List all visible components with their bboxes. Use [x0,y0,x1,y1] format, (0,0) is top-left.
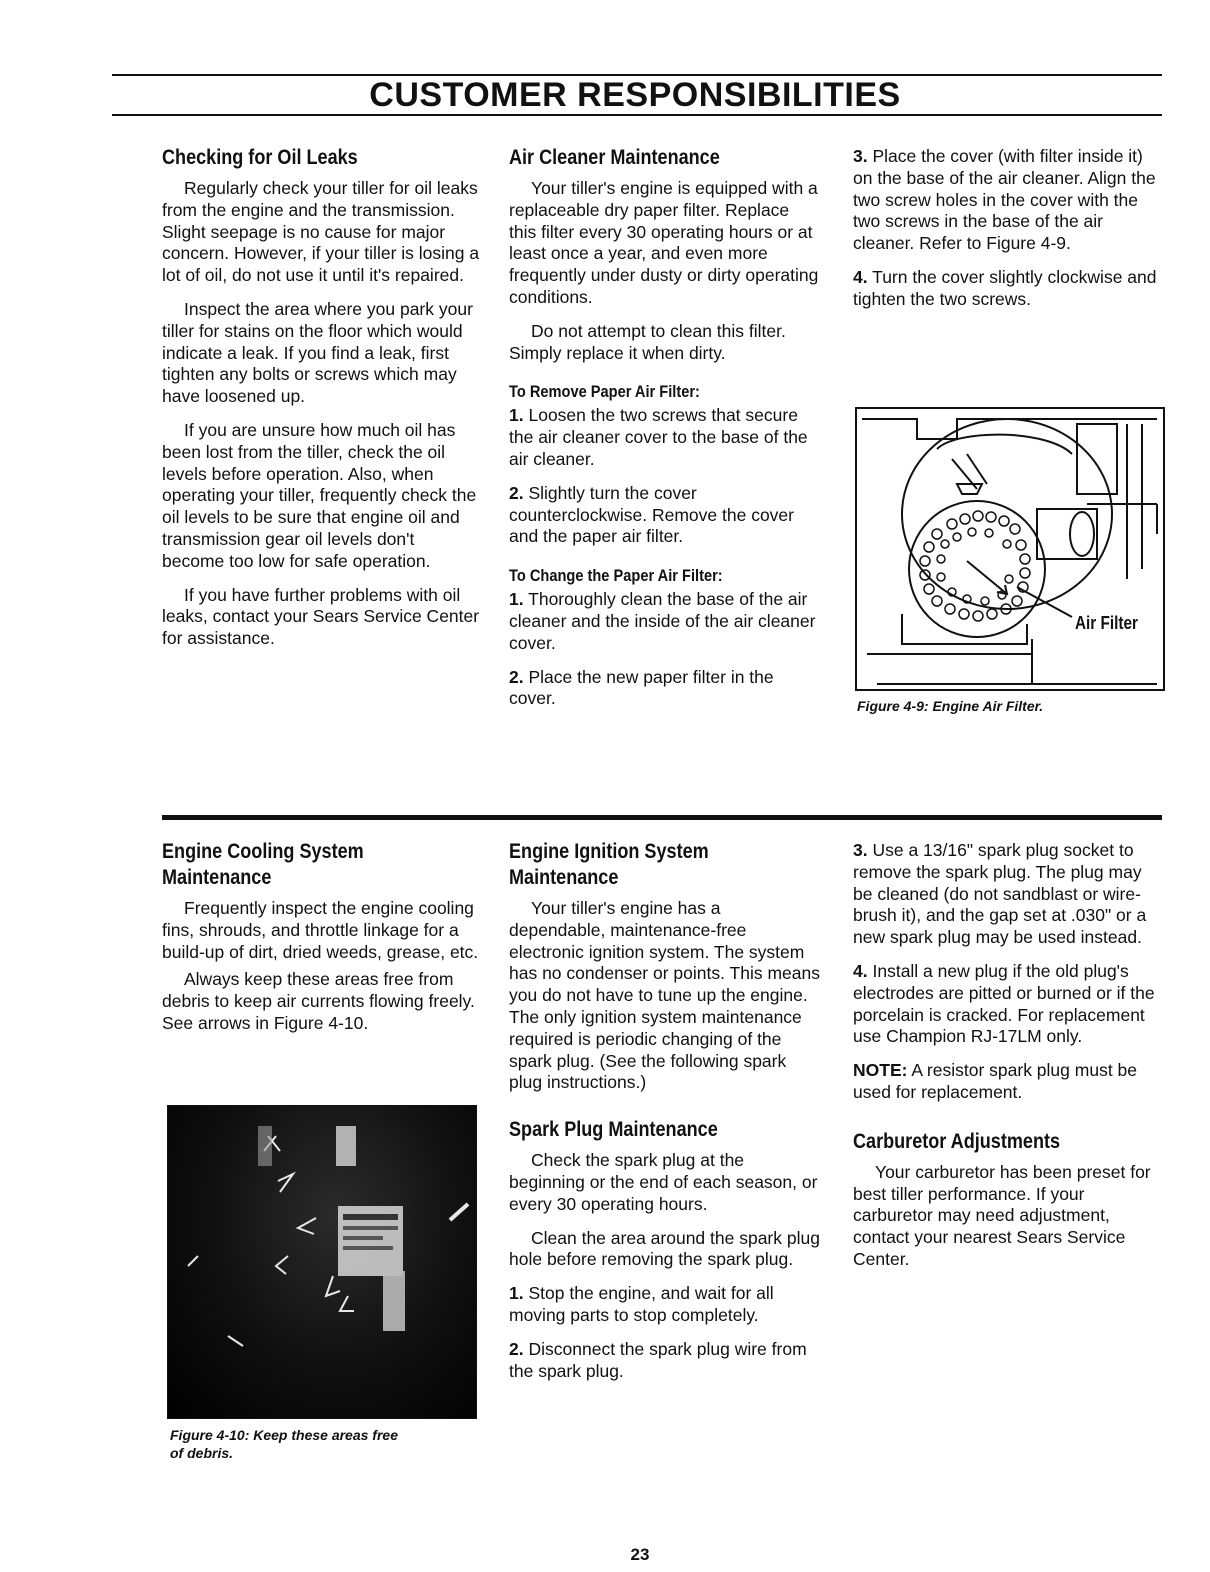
spark-plug-step: 4. Install a new plug if the old plug's electrodes are pitted or burned or if the porcelain is cracked. For replacement use Champion RJ-17LM only. [853,960,1155,1047]
change-step: 4. Turn the cover slightly clockwise and tighten the two screws. [853,266,1157,309]
change-step: 2. Place the new paper filter in the cover. [509,666,774,709]
cooling-heading-line2: Maintenance [162,866,272,889]
figure-4-10-caption-wrap [170,1426,480,1462]
section-divider [162,815,1162,820]
cooling-section [162,840,480,1047]
spark-plug-paragraph: Clean the area around the spark plug hole before removing the spark plug. [509,1227,820,1270]
remove-step: 2. Slightly turn the cover counterclockwise. Remove the cover and the paper air filter. [509,482,794,547]
spark-plug-step: 2. Disconnect the spark plug wire from the spark plug. [509,1338,807,1381]
figure-4-10-caption: Figure 4-10: Keep these areas free of debris. [170,1427,398,1461]
oil-leaks-section [162,146,480,662]
figure-4-9-caption: Figure 4-9: Engine Air Filter. [857,698,1044,714]
ignition-heading: Engine Ignition System [509,840,709,863]
air-cleaner-heading: Air Cleaner Maintenance [509,146,720,169]
change-step: 3. Place the cover (with filter inside it) on the base of the air cleaner. Align the two screw holes in the cover with the two screws in the base of the air cleaner. Refer to Figure 4-9. [853,146,1156,254]
ignition-section [509,840,821,1394]
spark-plug-continued [853,840,1163,1283]
air-cleaner-paragraph: Your tiller's engine is equipped with a replaceable dry paper filter. Replace this filter every 30 operating hours or at least once a year, and even more frequently under dusty or dirty operating conditions. [509,178,819,307]
cooling-paragraph: Frequently inspect the engine cooling fins, shrouds, and throttle linkage for a build-up of dirt, dried weeds, grease, etc. [162,898,479,962]
engine-photo-figure [167,1105,477,1419]
page-title: CUSTOMER RESPONSIBILITIES [369,76,901,114]
engine-photo-illustration [168,1106,476,1418]
cooling-heading: Engine Cooling System [162,840,364,863]
engine-air-filter-figure [855,407,1165,691]
change-step: 1. Thoroughly clean the base of the air cleaner and the inside of the air cleaner cover. [509,589,816,653]
air-cleaner-section [509,146,821,722]
oil-leaks-paragraph: If you are unsure how much oil has been lost from the tiller, check the oil levels before operation. Also, when operating your tiller, frequently check the oil levels to be sure that engine oil and transmission gear oil levels don't become too low for safe operation. [162,419,477,571]
remove-step: 1. Loosen the two screws that secure the air cleaner cover to the base of the air cleaner. [509,405,808,469]
carburetor-paragraph: Your carburetor has been preset for best tiller performance. If your carburetor may need adjustment, contact your nearest Sears Service Center. [853,1161,1151,1269]
spark-plug-paragraph: Check the spark plug at the beginning or the end of each season, or every 30 operating hours. [509,1150,818,1214]
figure-4-9-caption-wrap [857,697,1157,715]
oil-leaks-paragraph: Inspect the area where you park your tiller for stains on the floor which would indicate a leak. If you find a leak, first tighten any bolts or screws which may have loosened up. [162,298,473,407]
oil-leaks-heading: Checking for Oil Leaks [162,146,358,169]
page-number: 23 [630,1545,650,1564]
spark-plug-step: 3. Use a 13/16" spark plug socket to remove the spark plug. The plug may be cleaned (do not sandblast or wire-brush it), and the gap set at .030" or a new spark plug may be used instead. [853,840,1147,948]
air-cleaner-paragraph: Do not attempt to clean this filter. Simply replace it when dirty. [509,320,786,363]
change-filter-heading: To Change the Paper Air Filter: [509,566,723,586]
air-filter-label: Air Filter [1075,613,1138,633]
air-cleaner-steps-continued [853,146,1163,323]
air-filter-diagram [857,409,1163,689]
oil-leaks-paragraph: Regularly check your tiller for oil leaks from the engine and the transmission. Slight seepage is no cause for major concern. However, if your tiller is losing a lot of oil, do not use it until it's repaired. [162,178,480,286]
cooling-paragraph: Always keep these areas free from debris to keep air currents flowing freely. See arrows in Figure 4-10. [162,969,475,1033]
remove-filter-heading: To Remove Paper Air Filter: [509,382,700,402]
carburetor-heading: Carburetor Adjustments [853,1129,1061,1153]
ignition-heading-line2: Maintenance [509,866,619,889]
oil-leaks-paragraph: If you have further problems with oil leaks, contact your Sears Service Center for assistance. [162,584,480,649]
ignition-paragraph: Your tiller's engine has a dependable, maintenance-free electronic ignition system. The system has no condenser or points. This means you do not have to tune up the engine. The only ignition system maintenance required is periodic changing of the spark plug. (See the following spark plug instructions.) [509,898,820,1093]
spark-plug-step: 1. Stop the engine, and wait for all moving parts to stop completely. [509,1283,774,1325]
spark-plug-note: NOTE: A resistor spark plug must be used for replacement. [853,1060,1138,1102]
header-bottom-rule [112,114,1162,116]
spark-plug-heading: Spark Plug Maintenance [509,1118,718,1142]
